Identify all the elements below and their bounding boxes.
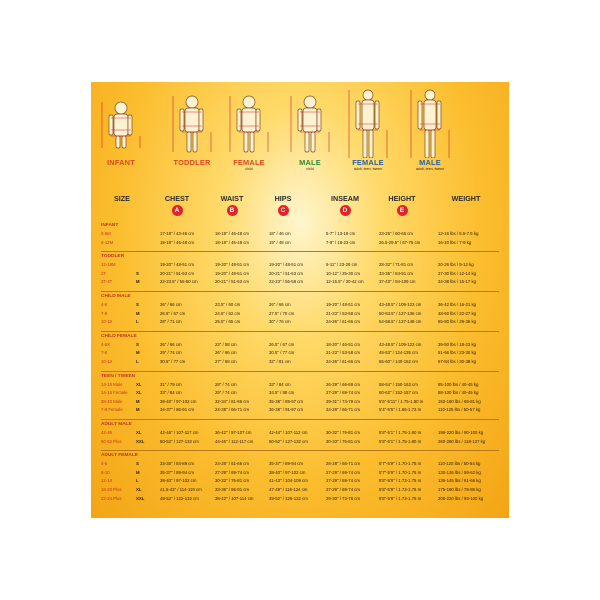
section-title: CHILD MALE: [101, 294, 131, 299]
table-cell: 36-42 lbs / 16-21 kg: [438, 302, 476, 307]
table-cell: 18-19" / 46-48 cm: [160, 239, 195, 245]
table-cell: 50-52" / 127-132 cm: [269, 438, 308, 444]
table-cell: 175-190 lbs / 79-86 kg: [438, 487, 481, 492]
table-cell: 34-37" / 86-91 cm: [160, 407, 195, 413]
row-size-label: 18-20 Plus: [101, 487, 122, 492]
table-cell: 30-33" / 76-81 cm: [326, 438, 361, 444]
table-cell: 260-280 lbs / 118-127 kg: [438, 438, 486, 444]
size-chart: [91, 82, 509, 518]
row-size-label: 4-6: [101, 461, 108, 467]
table-cell: 24-26" / 61-66 cm: [326, 359, 361, 364]
table-cell: 10-12" / 25-30 cm: [326, 270, 361, 276]
table-cell: 26" / 66 cm: [160, 341, 182, 347]
body-outline-icon: [285, 88, 335, 158]
table-cell: 30" / 76 cm: [269, 319, 291, 325]
table-cell: 9-11" / 23-28 cm: [326, 262, 358, 268]
table-cell: 36-38" / 91-97 cm: [269, 407, 304, 413]
table-cell: 43-48.5" / 109-123 cm: [379, 302, 422, 307]
table-cell: 29-31" / 74-79 cm: [326, 398, 361, 404]
row-size-label: 14-16 Male: [101, 381, 123, 387]
table-cell: 110-125 lbs / 50-57 kg: [438, 407, 481, 413]
table-cell: 33" / 84 cm: [269, 381, 291, 387]
body-outline-icon: [224, 88, 274, 158]
body-outline-icon: [167, 88, 217, 158]
figure-label: INFANT: [107, 158, 135, 167]
table-cell: 27-29" / 69-74 cm: [326, 469, 361, 475]
column-header-weight: WEIGHT: [451, 194, 481, 203]
row-size-letter: M: [136, 279, 140, 285]
table-cell: 19-20" / 48-51 cm: [160, 262, 195, 268]
table-cell: 16-20 lbs / 7-9 kg: [438, 239, 472, 245]
figure-female-5: [343, 88, 393, 171]
table-cell: 153-180 lbs / 69-81 kg: [438, 398, 481, 404]
figure-label: MALE: [419, 158, 441, 167]
table-cell: 20-21" / 51-53 cm: [215, 279, 250, 285]
row-size-label: 3T-4T: [101, 279, 113, 285]
row-size-label: 22-24 Plus: [101, 495, 122, 501]
figure-sublabel: child: [245, 167, 253, 171]
table-cell: 34.5" / 88 cm: [269, 390, 295, 396]
section-title: TODDLER: [101, 254, 125, 260]
section-divider: [101, 371, 499, 372]
row-size-letter: S: [136, 341, 139, 347]
figure-label: FEMALE: [352, 158, 384, 167]
table-cell: 48-60 lbs / 22-27 kg: [438, 310, 476, 316]
row-size-letter: S: [136, 270, 139, 276]
row-size-label: 50-52 Plus: [101, 438, 122, 444]
table-cell: 42-46" / 107-117 cm: [160, 430, 199, 435]
section-divider: [101, 419, 499, 420]
row-size-letter: XXL: [136, 495, 145, 501]
table-cell: 85-100 lbs / 40-45 kg: [438, 381, 479, 387]
table-cell: 26-29" / 66-69 cm: [326, 381, 361, 387]
table-cell: 26" / 66 cm: [160, 302, 182, 307]
table-cell: 35-38" / 89-97 cm: [269, 398, 304, 404]
table-cell: 49-52" / 126-132 cm: [269, 495, 308, 501]
table-cell: 24.5" / 62 cm: [215, 310, 241, 316]
table-cell: 26.5" / 67 cm: [160, 310, 186, 316]
table-cell: 32" / 81 cm: [269, 359, 291, 364]
table-cell: 205-220 lbs / 93-100 kg: [438, 495, 484, 501]
body-outline-icon: [405, 88, 455, 158]
table-cell: 35-37" / 89-94 cm: [160, 469, 195, 475]
figure-label: FEMALE: [233, 158, 265, 167]
table-cell: 24-28" / 66-71 cm: [215, 407, 250, 413]
measure-badge-e: E: [397, 205, 408, 216]
row-size-label: 8-10: [101, 469, 110, 475]
table-cell: 5'8"-6'1" / 1.75-1.80 m: [379, 430, 422, 435]
table-cell: 5'4"-5'5" / 1.66-1.73 m: [379, 407, 422, 413]
table-cell: 110-120 lbs / 50-54 kg: [438, 461, 481, 467]
row-size-label: 4-6X: [101, 341, 111, 347]
table-cell: 38-42" / 107-114 cm: [215, 495, 254, 501]
section-divider: [101, 331, 499, 332]
table-cell: 54-58.5" / 137-148 cm: [379, 319, 422, 325]
figure-label: MALE: [299, 158, 321, 167]
section-divider: [101, 251, 499, 252]
figure-infant-1: [96, 88, 146, 167]
table-cell: 49-52" / 122-132 cm: [160, 495, 199, 501]
table-cell: 18-19" / 46-48 cm: [215, 231, 250, 236]
section-divider: [101, 291, 499, 292]
table-cell: 28" / 74 cm: [215, 381, 237, 387]
table-cell: 19-20" / 48-51 cm: [269, 262, 304, 268]
table-cell: 29" / 74 cm: [160, 350, 182, 356]
column-header-hips: HIPS: [274, 194, 292, 203]
table-cell: 23-26" / 60-66 cm: [379, 231, 414, 236]
table-cell: 22-23.5" / 56-60 cm: [160, 279, 198, 285]
table-cell: 44-46" / 112-117 cm: [215, 438, 254, 444]
table-cell: 38-40" / 97-102 cm: [160, 478, 197, 484]
table-cell: 30-32" / 76-81 cm: [215, 478, 250, 484]
figure-male-4: [285, 88, 335, 171]
table-cell: 20-21" / 51-53 cm: [269, 270, 304, 276]
row-size-label: 6-12M: [101, 239, 114, 245]
row-size-label: 12-18M: [101, 262, 116, 268]
row-size-label: 4-6: [101, 302, 108, 307]
measure-badge-a: A: [172, 205, 183, 216]
row-size-letter: XL: [136, 430, 142, 435]
section-title: INFANT: [101, 223, 119, 228]
table-cell: 12-16 lbs / 5.5-7.5 kg: [438, 231, 479, 236]
table-cell: 29-30" / 73-76 cm: [326, 495, 361, 501]
table-cell: 18" / 46 cm: [269, 231, 291, 236]
table-cell: 49-53" / 124-135 cm: [379, 350, 418, 356]
table-cell: 19-20" / 48-51 cm: [215, 270, 250, 276]
table-cell: 37-43" / 94-109 cm: [379, 279, 416, 285]
table-cell: 24-26" / 61-66 cm: [215, 461, 250, 467]
row-size-label: 7-8: [101, 350, 108, 356]
section-title: ADULT FEMALE: [101, 453, 138, 459]
table-cell: 33-36" / 84-91 cm: [379, 270, 414, 276]
table-cell: 5'8"-5'9" / 1.73-1.75 m: [379, 478, 422, 484]
table-cell: 50-52" / 127-132 cm: [160, 438, 199, 444]
table-cell: 60-62" / 152-157 cm: [379, 390, 418, 396]
measure-badge-b: B: [227, 205, 238, 216]
table-cell: 20-26 lbs / 9-12 kg: [438, 262, 474, 268]
figure-male-6: [405, 88, 455, 171]
table-cell: 18-19" / 46-48 cm: [215, 239, 250, 245]
column-header-chest: CHEST: [164, 194, 190, 203]
row-size-letter: XL: [136, 487, 142, 492]
row-size-label: 10-12: [101, 359, 112, 364]
table-cell: 43-48.5" / 109-123 cm: [379, 341, 422, 347]
section-title: CHILD FEMALE: [101, 333, 137, 339]
table-cell: 26-28" / 66-71 cm: [326, 461, 361, 467]
table-cell: 5'8"-5'9" / 1.73-1.75 m: [379, 495, 422, 501]
table-cell: 25.5" / 65 cm: [215, 319, 241, 325]
table-cell: 36-42" / 97-107 cm: [215, 430, 252, 435]
row-size-letter: L: [136, 319, 139, 325]
row-size-letter: M: [136, 407, 140, 413]
column-header-inseam: INSEAM: [331, 194, 359, 203]
row-size-label: 7-8 Female: [101, 407, 123, 413]
row-size-letter: L: [136, 359, 139, 364]
row-size-label: 0-6M: [101, 231, 111, 236]
table-cell: 38-40" / 97-102 cm: [160, 398, 197, 404]
table-cell: 28" / 71 cm: [160, 319, 182, 325]
table-cell: 17-18" / 43-46 cm: [160, 231, 195, 236]
table-cell: 23" / 58 cm: [215, 341, 237, 347]
table-cell: 27-30 lbs / 12-14 kg: [438, 270, 476, 276]
table-cell: 130-136 lbs / 59-62 kg: [438, 469, 481, 475]
column-header-waist: WAIST: [220, 194, 244, 203]
figure-toddler-2: [167, 88, 217, 167]
figure-label: TODDLER: [173, 158, 211, 167]
measure-badge-c: C: [278, 205, 289, 216]
table-cell: 29" / 74 cm: [215, 390, 237, 396]
table-cell: 30.5" / 77 cm: [160, 359, 186, 364]
figure-sublabel: adult, teen, tween: [415, 167, 445, 171]
table-cell: 26" / 66 cm: [215, 350, 237, 356]
table-cell: 22-23" / 56-58 cm: [269, 279, 304, 285]
row-size-letter: XL: [136, 390, 142, 396]
table-cell: 65-80 lbs / 29-36 kg: [438, 319, 476, 325]
row-size-letter: M: [136, 469, 140, 475]
table-cell: 26.5-29.5" / 67-75 cm: [379, 239, 421, 245]
table-cell: 21-23" / 53-58 cm: [326, 350, 361, 356]
figure-female-3: [224, 88, 274, 171]
table-cell: 33-35" / 84-89 cm: [160, 461, 195, 467]
table-cell: 20-21" / 51-53 cm: [160, 270, 195, 276]
column-header-height: HEIGHT: [388, 194, 416, 203]
table-cell: 196-220 lbs / 90-100 kg: [438, 430, 484, 435]
table-cell: 27" / 69 cm: [215, 359, 237, 364]
table-cell: 28-32" / 71-81 cm: [379, 262, 414, 268]
table-cell: 27-29" / 69-74 cm: [326, 478, 361, 484]
row-size-letter: XXL: [136, 438, 145, 444]
figure-sublabel: adult, teen, tween: [353, 167, 383, 171]
table-cell: 35-37" / 89-94 cm: [269, 461, 304, 467]
row-size-letter: XL: [136, 381, 142, 387]
table-cell: 33" / 84 cm: [160, 390, 182, 396]
table-cell: 5'8"-6'1" / 1.75-1.80 m: [379, 438, 422, 444]
row-size-letter: M: [136, 398, 140, 404]
body-outline-icon: [96, 88, 146, 158]
table-cell: 88-100 lbs / 40-45 kg: [438, 390, 479, 396]
table-cell: 27-29" / 69-74 cm: [326, 390, 361, 396]
table-cell: 24-28" / 66-71 cm: [326, 407, 361, 413]
section-divider: [101, 450, 499, 451]
table-cell: 19-20" / 48-51 cm: [215, 262, 250, 268]
table-cell: 5'7"-5'9" / 1.70-1.75 m: [379, 469, 422, 475]
table-cell: 5'7"-5'9" / 1.70-1.75 m: [379, 461, 422, 467]
table-cell: 32-34" / 81-86 cm: [215, 398, 250, 404]
table-cell: 50-53.5" / 127-136 cm: [379, 310, 422, 316]
row-size-label: 12-14: [101, 478, 112, 484]
measure-badge-d: D: [340, 205, 351, 216]
table-cell: 24-26" / 61-66 cm: [326, 319, 361, 325]
body-outline-icon: [343, 88, 393, 158]
table-cell: 18-20" / 46-51 cm: [326, 341, 361, 347]
table-cell: 41.5-43" / 114-119 cm: [160, 487, 202, 492]
row-size-letter: M: [136, 350, 140, 356]
table-cell: 27-29" / 69-74 cm: [326, 487, 361, 492]
table-cell: 58-64" / 150-163 cm: [379, 381, 418, 387]
table-cell: 19-20" / 48-51 cm: [326, 302, 361, 307]
row-size-letter: M: [136, 310, 140, 316]
table-cell: 27.5" / 70 cm: [269, 310, 295, 316]
table-cell: 47-49" / 119-124 cm: [269, 487, 308, 492]
table-cell: 51-66 lbs / 23-30 kg: [438, 350, 476, 356]
table-cell: 23.5" / 60 cm: [215, 302, 241, 307]
row-size-label: 42-46: [101, 430, 112, 435]
section-title: ADULT MALE: [101, 422, 132, 427]
figure-sublabel: child: [306, 167, 314, 171]
table-cell: 67-84 lbs / 30-38 kg: [438, 359, 476, 364]
table-cell: 41-43" / 104-109 cm: [269, 478, 308, 484]
table-cell: 5-7" / 13-18 cm: [326, 231, 356, 236]
row-size-label: 2T: [101, 270, 107, 276]
table-cell: 19" / 48 cm: [269, 239, 291, 245]
row-size-letter: L: [136, 478, 139, 484]
row-size-letter: S: [136, 461, 139, 467]
table-cell: 12-15.5" / 30-42 cm: [326, 279, 364, 285]
table-cell: 42-44" / 107-112 cm: [269, 430, 308, 435]
row-size-label: 10-12: [101, 319, 112, 325]
table-cell: 7-9" / 18-23 cm: [326, 239, 356, 245]
table-cell: 55-60" / 140-152 cm: [379, 359, 418, 364]
column-header-size: SIZE: [114, 194, 130, 203]
table-cell: 34-38 lbs / 15-17 kg: [438, 279, 476, 285]
table-cell: 31" / 79 cm: [160, 381, 182, 387]
table-cell: 26.5" / 67 cm: [269, 341, 295, 347]
table-cell: 33-36" / 86-91 cm: [215, 487, 250, 492]
table-cell: 30.5" / 77 cm: [269, 350, 295, 356]
table-cell: 5'8"-5'9" / 1.73-1.75 m: [379, 487, 422, 492]
table-cell: 26" / 66 cm: [269, 302, 291, 307]
row-size-letter: S: [136, 302, 139, 307]
table-cell: 136-145 lbs / 61-66 kg: [438, 478, 481, 484]
row-size-label: 7-8: [101, 310, 108, 316]
table-cell: 39-50 lbs / 18-23 kg: [438, 341, 476, 347]
table-cell: 21-23" / 53-58 cm: [326, 310, 361, 316]
section-title: TEEN / TWEEN: [101, 373, 136, 379]
table-cell: 30-32" / 76-81 cm: [326, 430, 361, 435]
row-size-label: 14-16 Female: [101, 390, 128, 396]
table-cell: 5'6"-5'11" / 1.75-1.80 m: [379, 398, 424, 404]
row-size-label: 38-40 Male: [101, 398, 123, 404]
table-cell: 27-29" / 69-74 cm: [215, 469, 250, 475]
table-cell: 38-40" / 97-102 cm: [269, 469, 306, 475]
